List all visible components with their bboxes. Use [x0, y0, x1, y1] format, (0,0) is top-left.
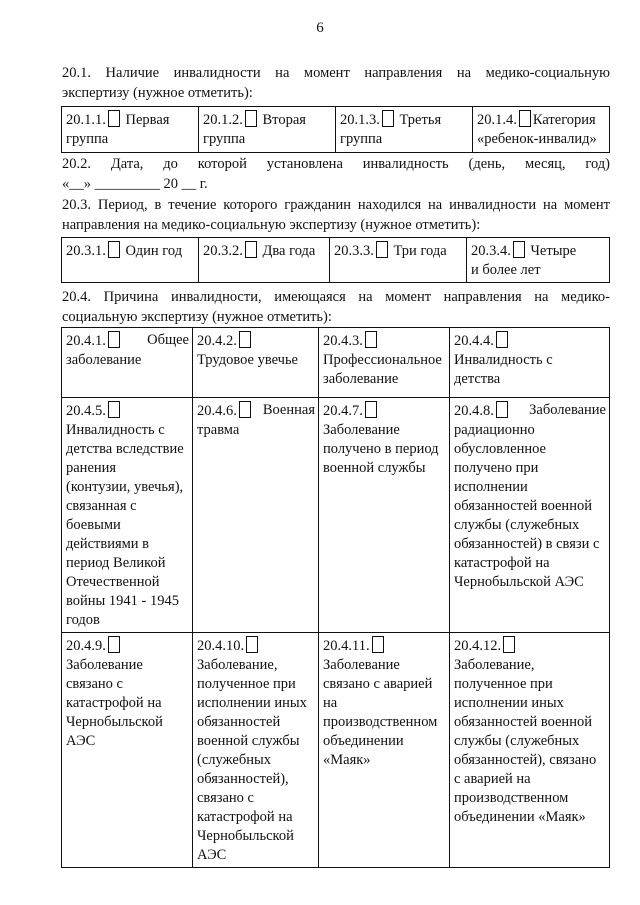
- option-label-line: период Великой: [66, 555, 166, 571]
- option-label-line: «Маяк»: [323, 752, 371, 768]
- option-label-line: катастрофой на: [197, 809, 293, 825]
- option-label-line: полученное при: [197, 676, 296, 692]
- section-20-1-title-line1: 20.1. Наличие инвалидности на момент направления на медико-социальную: [62, 65, 610, 81]
- checkbox[interactable]: [376, 241, 388, 258]
- option-label-line: Инвалидность с: [66, 422, 165, 438]
- option-label-line: катастрофой на: [454, 555, 550, 571]
- option-label-line: получено в период: [323, 441, 439, 457]
- option-label-line: АЭС: [197, 847, 227, 863]
- option-number: 20.4.11.: [323, 638, 370, 654]
- option-label-line: связано с: [66, 676, 123, 692]
- option-label: Один год: [125, 243, 183, 259]
- option-label-line: ранения: [66, 460, 117, 476]
- option-label-line: (контузии, увечья),: [66, 479, 184, 495]
- option-label-line: обязанностей: [197, 714, 281, 730]
- option-label: Заболевание: [529, 402, 606, 418]
- option-20-4-10: [193, 633, 319, 868]
- option-20-1-2: [199, 107, 336, 153]
- section-20-1-title-line2: экспертизу (нужное отметить):: [62, 85, 253, 101]
- option-label-line: полученное при: [454, 676, 553, 692]
- option-label: Три года: [393, 243, 447, 259]
- option-20-1-3: [336, 107, 473, 153]
- option-label-line: обязанностей военной: [454, 498, 592, 514]
- option-20-3-1: [62, 238, 199, 283]
- disability-cause-table: [61, 327, 610, 868]
- option-label-line: детства: [454, 371, 501, 387]
- option-20-4-11: [319, 633, 450, 868]
- option-label-line: службы (служебных: [454, 733, 580, 749]
- option-20-4-1: [62, 328, 193, 398]
- option-number: 20.4.3.: [323, 333, 363, 349]
- option-label-line: (служебных: [197, 752, 271, 768]
- option-label-line: Чернобыльской АЭС: [454, 574, 584, 590]
- option-label-line: производственном: [454, 790, 569, 806]
- option-number: 20.1.3.: [340, 112, 380, 128]
- section-20-3-title-line1: 20.3. Период, в течение которого гражданин находился на инвалидности на момент: [62, 197, 610, 213]
- checkbox[interactable]: [245, 241, 257, 258]
- section-20-2-line1: 20.2. Дата, до которой установлена инвалидность (день, месяц, год): [62, 156, 610, 172]
- option-label-line: исполнении иных: [454, 695, 564, 711]
- option-number: 20.4.2.: [197, 333, 237, 349]
- option-label-line: обусловленное: [454, 441, 546, 457]
- checkbox[interactable]: [108, 241, 120, 258]
- option-label-line: объединении «Маяк»: [454, 809, 586, 825]
- option-number: 20.3.4.: [471, 243, 511, 259]
- option-20-4-4: [450, 328, 610, 398]
- option-20-4-7: [319, 398, 450, 633]
- option-label-line: боевыми: [66, 517, 121, 533]
- option-label-line: Заболевание: [66, 657, 143, 673]
- option-label-line: с аварией на: [454, 771, 531, 787]
- option-number: 20.1.2.: [203, 112, 243, 128]
- option-label-line: заболевание: [323, 371, 399, 387]
- option-number: 20.3.2.: [203, 243, 243, 259]
- option-label-line: обязанностей военной: [454, 714, 592, 730]
- option-label: Военная: [262, 402, 315, 418]
- checkbox[interactable]: [239, 401, 251, 418]
- option-20-3-4: [467, 238, 610, 283]
- page-number: 6: [316, 20, 324, 36]
- checkbox[interactable]: [239, 331, 251, 348]
- option-label: Два года: [262, 243, 316, 259]
- option-label-line: Заболевание,: [197, 657, 278, 673]
- option-number: 20.4.4.: [454, 333, 494, 349]
- option-label-line: Инвалидность с: [454, 352, 553, 368]
- option-label-cont: и более лет: [471, 262, 541, 278]
- checkbox[interactable]: [365, 401, 377, 418]
- option-label-line: обязанностей) в связи с: [454, 536, 600, 552]
- option-number: 20.4.1.: [66, 333, 106, 349]
- option-number: 20.3.1.: [66, 243, 106, 259]
- option-label-line: детства вследствие: [66, 441, 184, 457]
- option-label-line: травма: [197, 422, 240, 438]
- option-number: 20.4.9.: [66, 638, 106, 654]
- option-label-line: военной службы: [197, 733, 300, 749]
- option-label-line: Профессиональное: [323, 352, 442, 368]
- checkbox[interactable]: [245, 110, 257, 127]
- option-label-line: катастрофой на: [66, 695, 162, 711]
- disability-period-table: [61, 237, 610, 283]
- option-label: Первая: [125, 112, 170, 128]
- option-label-cont: группа: [66, 131, 109, 147]
- section-20-4-title-line2: социальную экспертизу (нужное отметить):: [62, 309, 332, 325]
- option-label-line: войны 1941 - 1945: [66, 593, 179, 609]
- option-label-line: радиационно: [454, 422, 535, 438]
- option-label-line: Заболевание: [323, 657, 400, 673]
- checkbox[interactable]: [496, 401, 508, 418]
- checkbox[interactable]: [246, 636, 258, 653]
- option-number: 20.4.6.: [197, 403, 237, 419]
- option-label-line: Чернобыльской: [197, 828, 294, 844]
- option-label: Вторая: [262, 112, 306, 128]
- checkbox[interactable]: [372, 636, 384, 653]
- option-label-line: действиями в: [66, 536, 150, 552]
- option-label-cont: группа: [340, 131, 383, 147]
- option-number: 20.1.1.: [66, 112, 106, 128]
- option-label: Четыре: [530, 243, 577, 259]
- option-20-3-3: [330, 238, 467, 283]
- option-label-line: Заболевание,: [454, 657, 535, 673]
- disability-group-table: [61, 106, 610, 153]
- option-label-line: АЭС: [66, 733, 96, 749]
- checkbox[interactable]: [382, 110, 394, 127]
- option-number: 20.1.4.: [477, 112, 517, 128]
- checkbox[interactable]: [365, 331, 377, 348]
- option-20-4-9: [62, 633, 193, 868]
- option-label-line: военной службы: [323, 460, 426, 476]
- option-label-line: связано с: [197, 790, 254, 806]
- checkbox[interactable]: [519, 110, 531, 127]
- option-20-4-2: [193, 328, 319, 398]
- option-20-1-1: [62, 107, 199, 153]
- checkbox[interactable]: [503, 636, 515, 653]
- option-20-4-3: [319, 328, 450, 398]
- option-label-line: службы (служебных: [454, 517, 580, 533]
- option-label-line: исполнении иных: [197, 695, 307, 711]
- option-label-line: обязанностей),: [197, 771, 289, 787]
- option-label-line: Чернобыльской: [66, 714, 163, 730]
- option-number: 20.4.10.: [197, 638, 245, 654]
- section-20-3-title-line2: направления на медико-социальную экспертизу (нужное отметить):: [62, 217, 481, 233]
- option-number: 20.4.7.: [323, 403, 363, 419]
- date-field[interactable]: «__» _________ 20 __ г.: [62, 176, 208, 192]
- option-label-line: Трудовое увечье: [197, 352, 298, 368]
- option-number: 20.3.3.: [334, 243, 374, 259]
- option-label-line: Заболевание: [323, 422, 400, 438]
- option-label-line: годов: [66, 612, 100, 628]
- option-number: 20.4.8.: [454, 403, 494, 419]
- option-label-line: обязанностей), связано: [454, 752, 597, 768]
- option-label-cont: группа: [203, 131, 246, 147]
- option-label-line: связанная с: [66, 498, 137, 514]
- option-label-line: связано с аварией: [323, 676, 433, 692]
- option-20-4-5: [62, 398, 193, 633]
- option-number: 20.4.12.: [454, 638, 502, 654]
- checkbox[interactable]: [496, 331, 508, 348]
- option-number: 20.4.5.: [66, 403, 106, 419]
- checkbox[interactable]: [513, 241, 525, 258]
- option-label-line: исполнении: [454, 479, 528, 495]
- option-label-line: на: [323, 695, 338, 711]
- option-label: Категория: [532, 112, 596, 128]
- option-20-4-6: [193, 398, 319, 633]
- option-label-line: объединении: [323, 733, 404, 749]
- checkbox[interactable]: [108, 636, 120, 653]
- section-20-4-title-line1: 20.4. Причина инвалидности, имеющаяся на момент направления на медико-: [62, 289, 610, 305]
- option-label-line: Отечественной: [66, 574, 160, 590]
- checkbox[interactable]: [108, 401, 120, 418]
- option-20-3-2: [199, 238, 330, 283]
- option-label-line: получено при: [454, 460, 539, 476]
- option-20-4-12: [450, 633, 610, 868]
- option-label-line: заболевание: [66, 352, 142, 368]
- option-20-4-8: [450, 398, 610, 633]
- option-label: Общее: [147, 332, 189, 348]
- option-label: Третья: [399, 112, 442, 128]
- checkbox[interactable]: [108, 110, 120, 127]
- checkbox[interactable]: [108, 331, 120, 348]
- option-20-1-4: [473, 107, 610, 153]
- option-label-line: производственном: [323, 714, 438, 730]
- option-label-cont: «ребенок-инвалид»: [477, 131, 597, 147]
